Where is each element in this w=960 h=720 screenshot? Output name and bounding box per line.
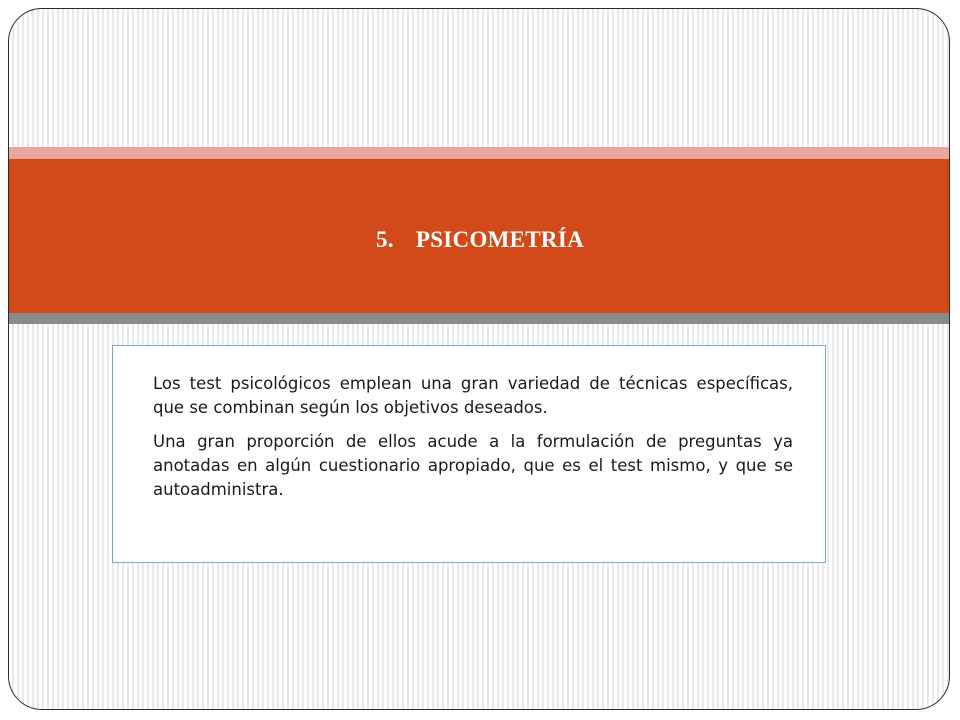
title-band-bottom-stripe: [9, 313, 949, 324]
content-paragraph-2: Una gran proporción de ellos acude a la formulación de preguntas ya anotadas en algún cuestionario apropiado, que es el test mismo, y que se autoadministra.: [153, 432, 793, 499]
title-band-top-stripe: [9, 147, 949, 159]
content-textbox: [112, 345, 826, 563]
slide-title: [9, 227, 950, 253]
slide-title-number: 5.: [375, 227, 394, 252]
slide-title-text: PSICOMETRÍA: [415, 227, 584, 252]
content-paragraph-1: Los test psicológicos emplean una gran variedad de técnicas específicas, que se combinan según los objetivos deseados.: [153, 374, 793, 417]
